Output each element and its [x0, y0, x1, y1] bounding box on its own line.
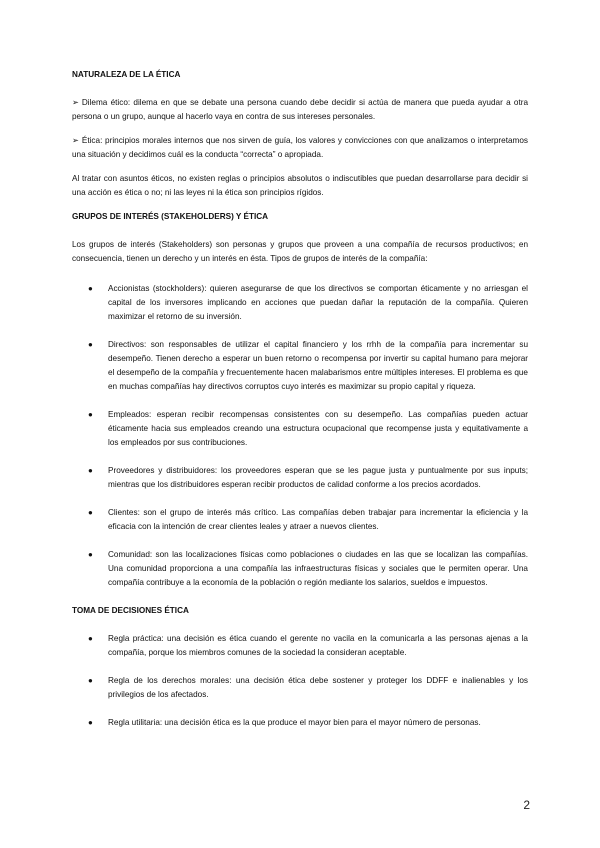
list-item-text: Clientes: son el grupo de interés más crítico. Las compañías deben trabajar para incrementar la eficiencia y la eficacia con la intención de crear clientes leales y atraer a nuevos clientes.	[108, 508, 528, 531]
list-item-text: Accionistas (stockholders): quieren asegurarse de que los directivos se comportan éticamente y no arriesgan el capital de los inversores implicando en acciones que puedan dañar la reputación de la compañía. Quieren maximizar el retorno de su inversión.	[108, 284, 528, 321]
list-item-text: Proveedores y distribuidores: los proveedores esperan que se les pague justa y puntualmente por sus inputs; mientras que los distribuidores esperan recibir productos de calidad conforme a los precios acordados.	[108, 466, 528, 489]
etica-text: Ética: principios morales internos que nos sirven de guía, los valores y convicciones con que analizamos o interpretamos una situación y decidimos cuál es la conducta “correcta” o apropiada.	[72, 136, 528, 159]
arrow-bullet-icon: ➢	[72, 136, 79, 145]
paragraph-dilema	[72, 96, 528, 124]
bullet-icon: ●	[88, 466, 93, 475]
bullet-icon: ●	[88, 340, 93, 349]
page-content	[72, 68, 528, 744]
list-item-empleados	[72, 408, 528, 450]
heading-grupos: GRUPOS DE INTERÉS (STAKEHOLDERS) Y ÉTICA	[72, 212, 269, 221]
list-item-regla-practica	[72, 632, 528, 660]
list-item-text: Regla utilitaria: una decisión ética es la que produce el mayor bien para el mayor número de personas.	[108, 718, 481, 727]
paragraph-grupos-intro: Los grupos de interés (Stakeholders) son personas y grupos que proveen a una compañía de recursos productivos; en consecuencia, tienen un derecho y un interés en ésta. Tipos de grupos de interés de la compañía:	[72, 240, 528, 263]
heading-toma: TOMA DE DECISIONES ÉTICA	[72, 606, 189, 615]
bullet-icon: ●	[88, 676, 93, 685]
bullet-icon: ●	[88, 508, 93, 517]
bullet-icon: ●	[88, 410, 93, 419]
list-item-regla-derechos	[72, 674, 528, 702]
bullet-icon: ●	[88, 718, 93, 727]
stakeholders-list	[72, 282, 528, 590]
arrow-bullet-icon: ➢	[72, 98, 79, 107]
page-number: 2	[523, 798, 530, 812]
list-item-text: Regla de los derechos morales: una decisión ética debe sostener y proteger los DDFF e inalienables y los privilegios de los afectados.	[108, 676, 528, 699]
bullet-icon: ●	[88, 284, 93, 293]
list-item-text: Empleados: esperan recibir recompensas consistentes con su desempeño. Las compañías pueden actuar éticamente hacia sus empleados creando una estructura ocupacional que recompense justa y equitativamente a los empleados por sus contribuciones.	[108, 410, 528, 447]
bullet-icon: ●	[88, 634, 93, 643]
dilema-text: Dilema ético: dilema en que se debate una persona cuando debe decidir si actúa de manera que pueda ayudar a otra persona o un grupo, aunque al hacerlo vaya en contra de sus intereses personales.	[72, 98, 528, 121]
paragraph-asuntos: Al tratar con asuntos éticos, no existen reglas o principios absolutos o indiscutibles que puedan desarrollarse para decidir si una acción es ética o no; ni las leyes ni la ética son principios rígidos.	[72, 174, 528, 197]
list-item-clientes	[72, 506, 528, 534]
decision-rules-list	[72, 632, 528, 730]
list-item-text: Directivos: son responsables de utilizar el capital financiero y los rrhh de la compañía para incrementar su desempeño. Tienen derecho a esperar un buen retorno o recompensa por invertir su capital humano para mejorar el desempeño de la compañía y frecuentemente hacen malabarismos entre múltiples intereses. El problema es que en muchas compañías hay directivos corruptos cuyo interés es maximizar su propio capital y riqueza.	[108, 340, 528, 391]
paragraph-etica	[72, 134, 528, 162]
bullet-icon: ●	[88, 550, 93, 559]
list-item-regla-utilitaria	[72, 716, 528, 730]
list-item-directivos	[72, 338, 528, 394]
list-item-proveedores	[72, 464, 528, 492]
list-item-text: Regla práctica: una decisión es ética cuando el gerente no vacila en la comunicarla a las personas ajenas a la compañía, porque los miembros comunes de la sociedad la consideran aceptable.	[108, 634, 528, 657]
list-item-text: Comunidad: son las localizaciones físicas como poblaciones o ciudades en las que se localizan las compañías. Una comunidad proporciona a una compañía las infraestructuras físicas y sociales que le permiten operar. Una compañía contribuye a la economía de la población o región mediante los salarios, sueldos e impuestos.	[108, 550, 528, 587]
list-item-comunidad	[72, 548, 528, 590]
list-item-accionistas	[72, 282, 528, 324]
heading-naturaleza: NATURALEZA DE LA ÉTICA	[72, 70, 181, 79]
